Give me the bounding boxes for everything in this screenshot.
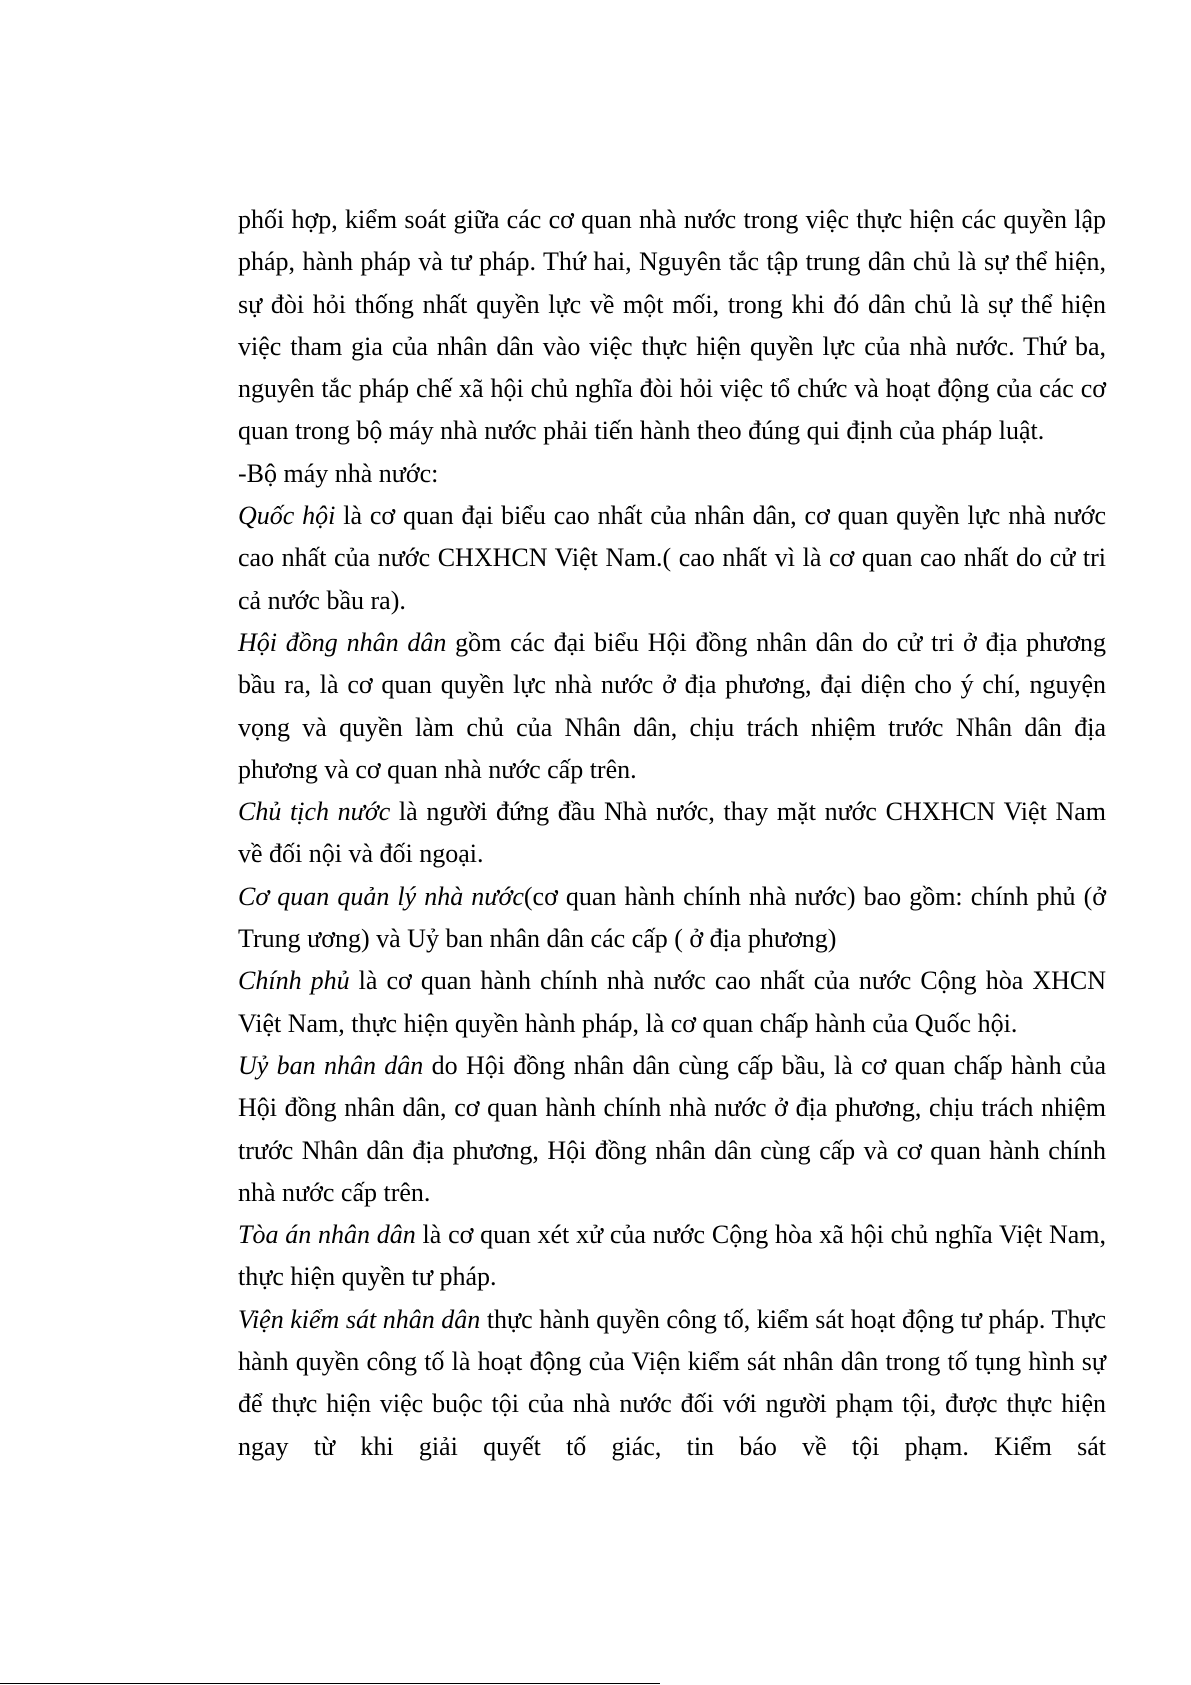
paragraph-peoples-court [238, 1214, 1106, 1299]
term-state-president: Chủ tịch nước [238, 797, 391, 827]
paragraph-text: thực hành quyền công tố, kiểm sát hoạt động tư pháp. Thực hành quyền công tố là hoạt động của Viện kiểm sát nhân dân trong tố tụng hình sự để thực hiện việc buộc tội của nhà nước đối với người phạm tội, được thực hiện ngay từ khi giải quyết tố giác, tin báo về tội phạm. Kiểm sát [238, 1304, 1106, 1461]
term-peoples-court: Tòa án nhân dân [238, 1220, 416, 1250]
term-peoples-council: Hội đồng nhân dân [238, 627, 447, 657]
paragraph-text: gồm các đại biểu Hội đồng nhân dân do cử tri ở địa phương bầu ra, là cơ quan quyền lực nhà nước ở địa phương, đại diện cho ý chí, nguyện vọng và quyền làm chủ của Nhân dân, chịu trách nhiệm trước Nhân dân địa phương và cơ quan nhà nước cấp trên. [238, 627, 1106, 784]
paragraph-state-apparatus-heading [238, 453, 1106, 495]
footer-divider [0, 1683, 660, 1684]
paragraph-text: là người đứng đầu Nhà nước, thay mặt nước CHXHCN Việt Nam về đối nội và đối ngoại. [238, 797, 1106, 869]
paragraph-text: là cơ quan hành chính nhà nước cao nhất của nước Cộng hòa XHCN Việt Nam, thực hiện quyền hành pháp, là cơ quan chấp hành của Quốc hội. [238, 966, 1106, 1038]
term-peoples-committee: Uỷ ban nhân dân [238, 1050, 424, 1080]
document-body [238, 199, 1106, 1468]
paragraph-peoples-council [238, 622, 1106, 791]
term-peoples-procuracy: Viện kiểm sát nhân dân [238, 1304, 481, 1334]
paragraph-separation-of-powers [238, 199, 1106, 453]
paragraph-national-assembly [238, 495, 1106, 622]
paragraph-peoples-committee [238, 1045, 1106, 1214]
term-national-assembly: Quốc hội [238, 501, 336, 531]
paragraph-text: do Hội đồng nhân dân cùng cấp bầu, là cơ quan chấp hành của Hội đồng nhân dân, cơ quan hành chính nhà nước ở địa phương, chịu trách nhiệm trước Nhân dân địa phương, Hội đồng nhân dân cùng cấp và cơ quan hành chính nhà nước cấp trên. [238, 1050, 1106, 1207]
term-state-management-agencies: Cơ quan quản lý nhà nước [238, 881, 524, 911]
paragraph-text: là cơ quan đại biểu cao nhất của nhân dân, cơ quan quyền lực nhà nước cao nhất của nước CHXHCN Việt Nam.( cao nhất vì là cơ quan cao nhất do cử tri cả nước bầu ra). [238, 501, 1106, 615]
paragraph-text: là cơ quan xét xử của nước Cộng hòa xã hội chủ nghĩa Việt Nam, thực hiện quyền tư pháp. [238, 1220, 1106, 1292]
term-government: Chính phủ [238, 966, 350, 996]
section-heading: -Bộ máy nhà nước: [238, 458, 439, 488]
paragraph-text: phối hợp, kiểm soát giữa các cơ quan nhà nước trong việc thực hiện các quyền lập pháp, hành pháp và tư pháp. Thứ hai, Nguyên tắc tập trung dân chủ là sự thể hiện, sự đòi hỏi thống nhất quyền lực về một mối, trong khi đó dân chủ là sự thể hiện việc tham gia của nhân dân vào việc thực hiện quyền lực của nhà nước. Thứ ba, nguyên tắc pháp chế xã hội chủ nghĩa đòi hỏi việc tổ chức và hoạt động của các cơ quan trong bộ máy nhà nước phải tiến hành theo đúng qui định của pháp luật. [238, 205, 1106, 446]
paragraph-government [238, 960, 1106, 1045]
paragraph-state-management-agencies [238, 876, 1106, 961]
paragraph-state-president [238, 791, 1106, 876]
paragraph-peoples-procuracy [238, 1299, 1106, 1468]
paragraph-text: (cơ quan hành chính nhà nước) bao gồm: chính phủ (ở Trung ương) và Uỷ ban nhân dân các cấp ( ở địa phương) [238, 881, 1106, 954]
